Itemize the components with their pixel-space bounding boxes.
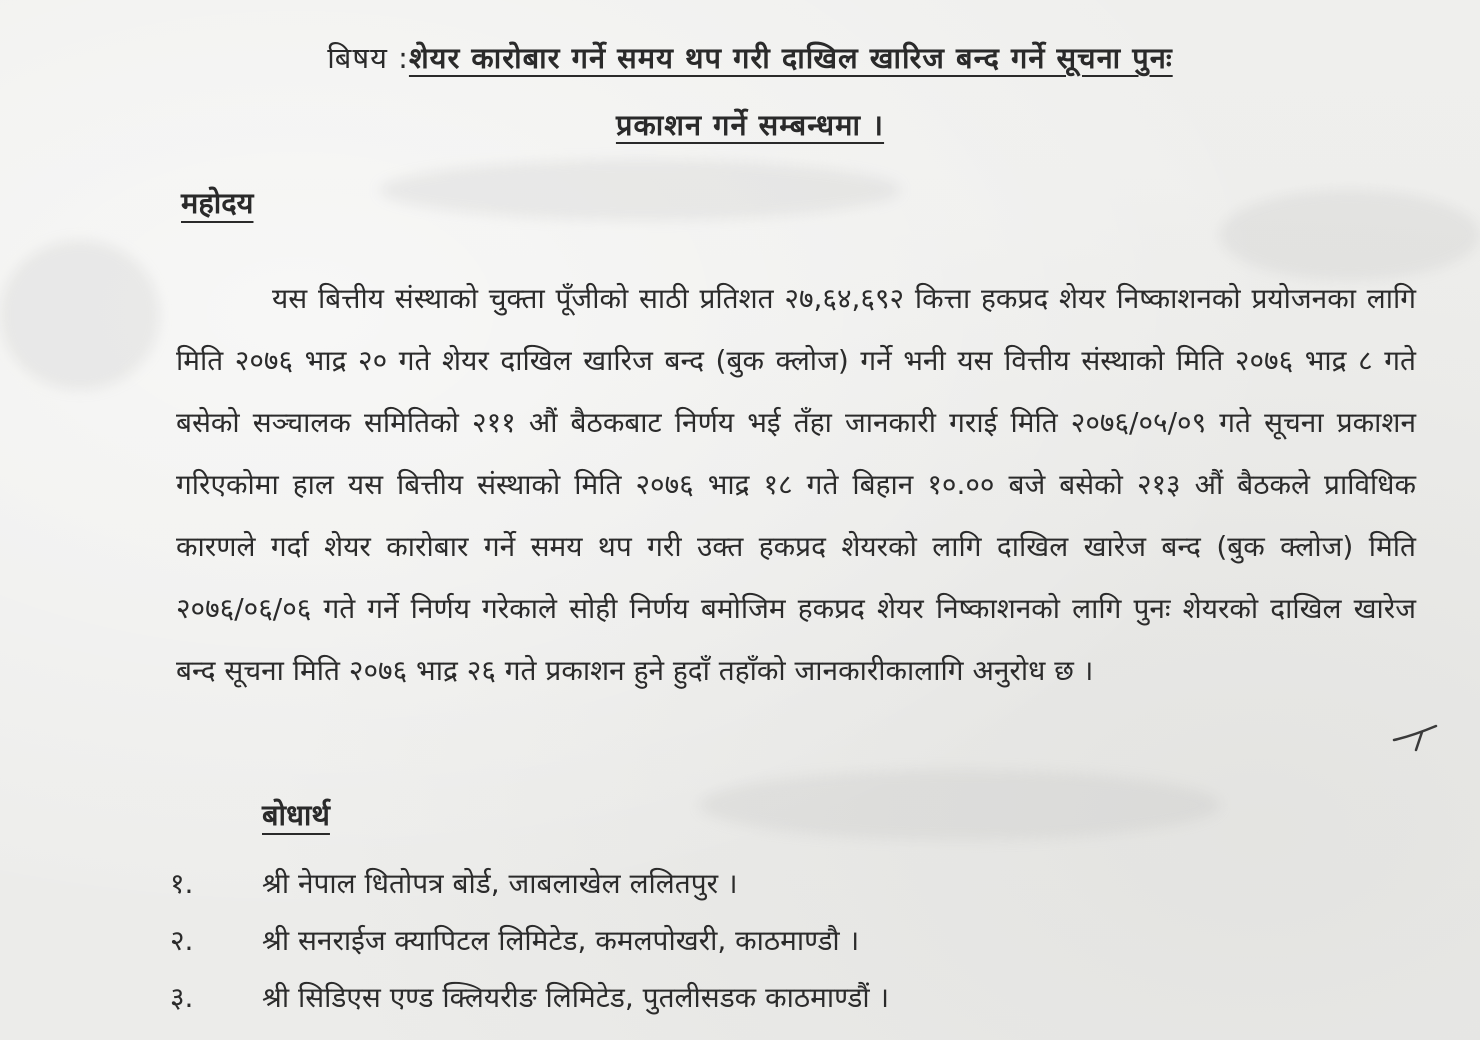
body-paragraph: यस बित्तीय संस्थाको चुक्ता पूँजीको साठी प्रतिशत २७,६४,६९२ कित्ता हकप्रद शेयर निष्काशनको प्रयोजनका लागि मिति २०७६ भाद्र २० गते शेयर दाखिल खारिज बन्द (बुक क्लोज) गर्ने भनी यस वित्तीय संस्थाको मिति २०७६ भाद्र ८ गते बसेको सञ्चालक समितिको २११ औं बैठकबाट निर्णय भई तँहा जानकारी गराई मिति २०७६/०५/०९ गते सूचना प्रकाशन गरिएकोमा हाल यस बित्तीय संस्थाको मिति २०७६ भाद्र १८ गते बिहान १०.०० बजे बसेको २१३ औं बैठकले प्राविधिक कारणले गर्दा शेयर कारोबार गर्ने समय थप गरी उक्त हकप्रद शेयरको लागि दाखिल खारेज बन्द (बुक क्लोज) मिति २०७६/०६/०६ गते गर्ने निर्णय गरेकाले सोही निर्णय बमोजिम हकप्रद शेयर निष्काशनको लागि पुनः शेयरको दाखिल खारेज बन्द सूचना मिति २०७६ भाद्र २६ गते प्रकाशन हुने हुदाँ तहाँको जानकारीकालागि अनुरोध छ । — [176, 282, 1416, 687]
subject-line-1 — [40, 38, 1460, 77]
scan-smudge — [380, 160, 900, 220]
subject-line-2 — [40, 105, 1460, 144]
salutation: महोदय — [181, 186, 254, 220]
cc-list — [170, 855, 889, 1026]
cc-item-text: श्री सनराईज क्यापिटल लिमिटेड, कमलपोखरी, काठमाण्डौ । — [262, 924, 860, 957]
scan-smudge — [0, 240, 160, 390]
subject-text-line-2: प्रकाशन गर्ने सम्बन्धमा । — [615, 108, 885, 142]
cc-item-text: श्री सिडिएस एण्ड क्लियरीङ लिमिटेड, पुतलीसडक काठमाण्डौं । — [262, 981, 890, 1014]
cc-item-number: २. — [170, 924, 194, 957]
subject-text-line-1: शेयर कारोबार गर्ने समय थप गरी दाखिल खारिज बन्द गर्ने सूचना पुनः — [408, 41, 1173, 75]
cc-list-item — [170, 855, 889, 912]
cc-item-number: ३. — [170, 981, 194, 1014]
cc-heading: बोधार्थ — [262, 798, 330, 832]
scan-smudge — [1220, 190, 1480, 280]
scan-smudge — [700, 770, 1220, 840]
cc-item-number: १. — [170, 867, 194, 900]
subject-prefix: बिषय : — [327, 41, 409, 75]
cc-list-item — [170, 969, 889, 1026]
handwritten-tick-mark — [1392, 722, 1442, 752]
cc-list-item — [170, 912, 889, 969]
cc-item-text: श्री नेपाल धितोपत्र बोर्ड, जाबलाखेल ललितपुर । — [262, 867, 738, 900]
